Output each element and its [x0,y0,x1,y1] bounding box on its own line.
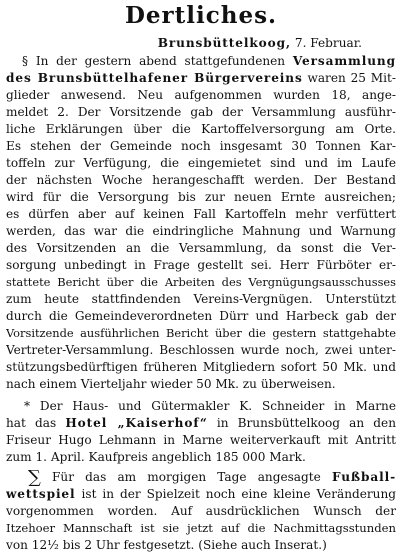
article-line: werden, das war die eindringliche Mahnung und Warnung [6,224,396,238]
article-line: Es stehen der Gemeinde noch insgesamt 30 Tonnen Kar- [6,139,396,153]
article-line: von 12½ bis 2 Uhr festgesetzt. (Siehe auch Inserat.) [6,538,327,552]
article-line [6,415,396,431]
dateline [6,35,396,51]
headline: Dertliches. [124,2,278,29]
article-line: meldet 2. Der Vorsitzende gab der Versammlung ausführ- [6,105,396,119]
text-run: hat das [6,416,66,430]
sigma-symbol: ∑ [28,469,41,486]
article-line: * Der Haus- und Gütermakler K. Schneider in Marne [24,399,396,413]
article-line [6,70,396,86]
dateline-date: 7. Februar. [294,36,362,50]
text-run: ist in der Spielzeit noch eine kleine Veränderung [75,487,396,501]
text-run: Für das am morgigen Tage angesagte [40,470,332,484]
article-line: glieder anwesend. Neu aufgenommen wurden 18, ange- [6,88,396,102]
bold-run: wettspiel [6,487,76,501]
article-line: Itzehoer Mannschaft ist sie jetzt auf die Nachmittagsstunden [6,521,396,535]
text-run: waren 25 Mit- [302,71,396,85]
article-line: des Vorsitzenden an die Versammlung, da sonst die Ver- [6,241,396,255]
article-line: toffeln zur Verfügung, die eingemietet sind und im Laufe [6,156,396,170]
dateline-place: Brunsbüttelkoog, [157,36,292,50]
article-line: stützungsbedürftigen früheren Mitgliedern sofort 50 Mk. und [6,360,396,374]
article-line [6,53,396,69]
article-line: wird für die Versorgung bis zur neuen Ernte ausreichen; [6,190,396,204]
section-sign: § [22,54,36,68]
article-line [6,486,396,502]
article-line: Friseur Hugo Lehmann in Marne weiterverkauft mit Antritt [6,433,396,447]
bold-run: Fußball- [331,470,396,484]
text-run: in Brunsbüttelkoog an den [207,416,396,430]
article-line: es dürfen aber auf keinen Fall Kartoffeln mehr verfüttert [6,207,396,221]
article-line [6,469,396,486]
bold-run: Hotel „Kaiserhof“ [65,416,208,430]
text-run: In der gestern abend stattgefundenen [35,54,293,68]
article-line: durch die Gemeindeverordneten Dürr und Harbeck gab der [6,309,396,323]
article-line: liche Erklärungen über die Kartoffelversorgung am Orte. [6,122,396,136]
article-line: Vorsitzende ausführlichen Bericht über die gestern stattgehabte [6,326,396,340]
article-line: zum 1. April. Kaufpreis angeblich 185 000 Mark. [6,450,306,464]
article-line: Vertreter-Versammlung. Beschlossen wurde noch, zwei unter- [6,343,396,357]
bold-run: Versammlung [292,54,396,68]
article-line: sorgung unbedingt in Frage gestellt sei. Herr Fürböter er- [6,258,396,272]
article-line: stattete Bericht über die Arbeiten des Vergnügungsausschusses [6,275,396,289]
article-line: zum heute stattfindenden Vereins-Vergnügen. Unterstützt [6,292,396,306]
article-line: nach einem Vierteljahr wieder 50 Mk. zu überweisen. [6,377,336,391]
article-line: vorgenommen worden. Auf ausdrücklichen Wunsch der [6,504,396,518]
article-line: der nächsten Woche herangeschafft werden. Der Bestand [6,173,396,187]
bold-run: des Brunsbüttelhafener Bürgervereins [6,71,303,85]
